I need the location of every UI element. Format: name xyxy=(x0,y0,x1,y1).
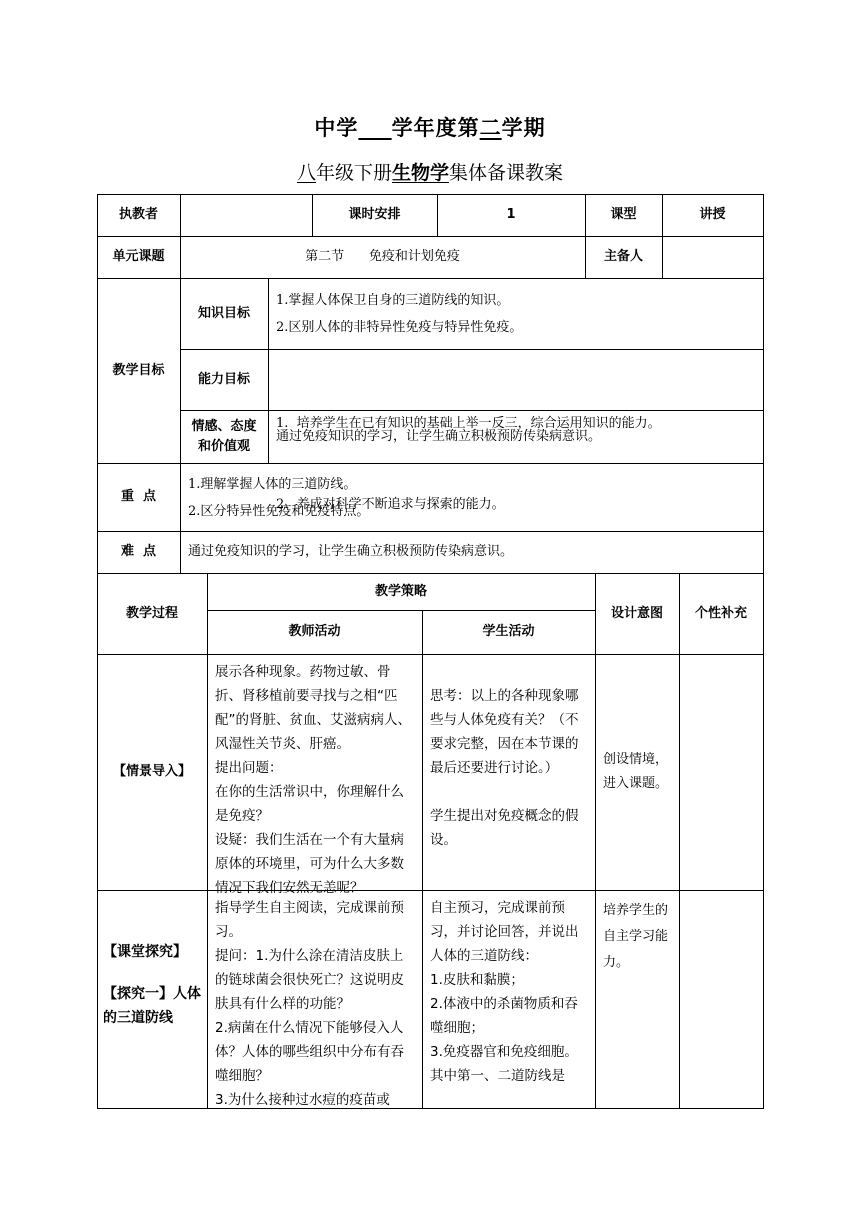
hours-value: 1 xyxy=(506,207,516,222)
intent-label: 设计意图 xyxy=(610,605,663,621)
teacher-activity-explore: 指导学生自主阅读，完成课前预习。 提问：1.为什么涂在清洁皮肤上的链球菌会很快死亡？这说明皮肤具有什么样的功能？ 2.病菌在什么情况下能够侵入人体？人体的哪些组织中分布有吞噬细胞？ 3.为什么接种过水痘的疫苗或 xyxy=(215,900,404,1108)
key-point-2: 2.区分特异性免疫和免疫特点。 xyxy=(188,504,370,519)
title-term-value: 二 xyxy=(479,116,502,140)
knowledge-goal-2: 2.区别人体的非特异性免疫与特异性免疫。 xyxy=(276,320,523,335)
key-point-1: 1.理解掌握人体的三道防线。 xyxy=(188,477,357,492)
ability-goal-2: 2. 养成对科学不断追求与探索的能力。 xyxy=(276,497,505,512)
title-term: 学期 xyxy=(501,116,546,140)
stage-explore-title: 【课堂探究】 xyxy=(103,944,187,960)
teacher-value xyxy=(180,194,312,236)
subject: 生物学 xyxy=(392,162,450,184)
student-activity-label: 学生活动 xyxy=(482,624,535,639)
knowledge-goal-1: 1.掌握人体保卫自身的三道防线的知识。 xyxy=(276,293,510,308)
grade-value: 八 xyxy=(296,162,316,184)
lead-label: 主备人 xyxy=(603,249,643,264)
hours-label: 课时安排 xyxy=(348,207,401,222)
title-year: 学年度第 xyxy=(391,116,480,140)
process-label: 教学过程 xyxy=(125,605,178,621)
key-points xyxy=(180,463,763,531)
student-activity-explore: 自主预习，完成课前预习，并讨论回答，并说出人体的三道防线： 1.皮肤和黏膜； 2.体液中的杀菌物质和吞噬细胞； 3.免疫器官和免疫细胞。其中第一、二道防线是 xyxy=(430,900,579,1084)
teacher-label: 执教者 xyxy=(118,207,158,222)
type-value: 讲授 xyxy=(699,207,726,222)
doc-type: 集体备课教案 xyxy=(449,162,564,184)
stage-explore xyxy=(97,890,207,1108)
personal-label: 个性补充 xyxy=(694,605,747,621)
lead-value xyxy=(662,236,763,278)
title-school: 中学 xyxy=(314,116,359,140)
title-year-blank xyxy=(358,116,391,140)
attitude-goal: 通过免疫知识的学习，让学生确立积极预防传染病意识。 xyxy=(276,428,602,444)
ability-goal-1: 1. 培养学生在已有知识的基础上举一反三，综合运用知识的能力。 xyxy=(276,416,661,431)
personal-explore xyxy=(679,890,763,1108)
teacher-activity-label: 教师活动 xyxy=(288,624,341,639)
intent-explore: 培养学生的自主学习能力。 xyxy=(603,903,669,970)
goals-label: 教学目标 xyxy=(112,362,165,378)
ability-label: 能力目标 xyxy=(197,371,250,387)
knowledge-goals xyxy=(268,278,763,349)
teacher-activity-intro: 展示各种现象。药物过敏、骨折、肾移植前要寻找与之相“匹配”的肾脏、贫血、艾滋病病人、风湿性关节炎、肝癌。 提出问题： 在你的生活常识中，你理解什么是免疫？ 设疑：我们生活在一个有大量病原体的环境里，可为什么大多数情况下我们安然无恙呢？ xyxy=(215,664,411,896)
knowledge-label: 知识目标 xyxy=(197,305,250,321)
page-title xyxy=(0,112,860,142)
stage-intro: 【情景导入】 xyxy=(112,764,191,779)
type-label: 课型 xyxy=(610,207,637,222)
page-subtitle xyxy=(0,158,860,185)
difficult-text: 通过免疫知识的学习，让学生确立积极预防传染病意识。 xyxy=(188,544,514,559)
grade-text: 年级下册 xyxy=(315,162,392,184)
strategy-label: 教学策略 xyxy=(374,583,427,599)
stage-explore-sub: 【探究一】人体的三道防线 xyxy=(103,986,201,1026)
intent-intro: 创设情境，进入课题。 xyxy=(603,752,669,791)
difficult-label: 难 点 xyxy=(120,544,157,559)
key-points-label: 重 点 xyxy=(120,489,157,504)
personal-intro xyxy=(679,654,763,890)
student-activity-intro: 思考：以上的各种现象哪些与人体免疫有关？（不要求完整，因在本节课的最后还要进行讨论。） 学生提出对免疫概念的假设。 xyxy=(430,688,579,848)
attitude-label: 情感、态度和价值观 xyxy=(191,418,257,454)
unit-value: 第二节 免疫和计划免疫 xyxy=(305,249,460,264)
unit-label: 单元课题 xyxy=(112,249,165,264)
